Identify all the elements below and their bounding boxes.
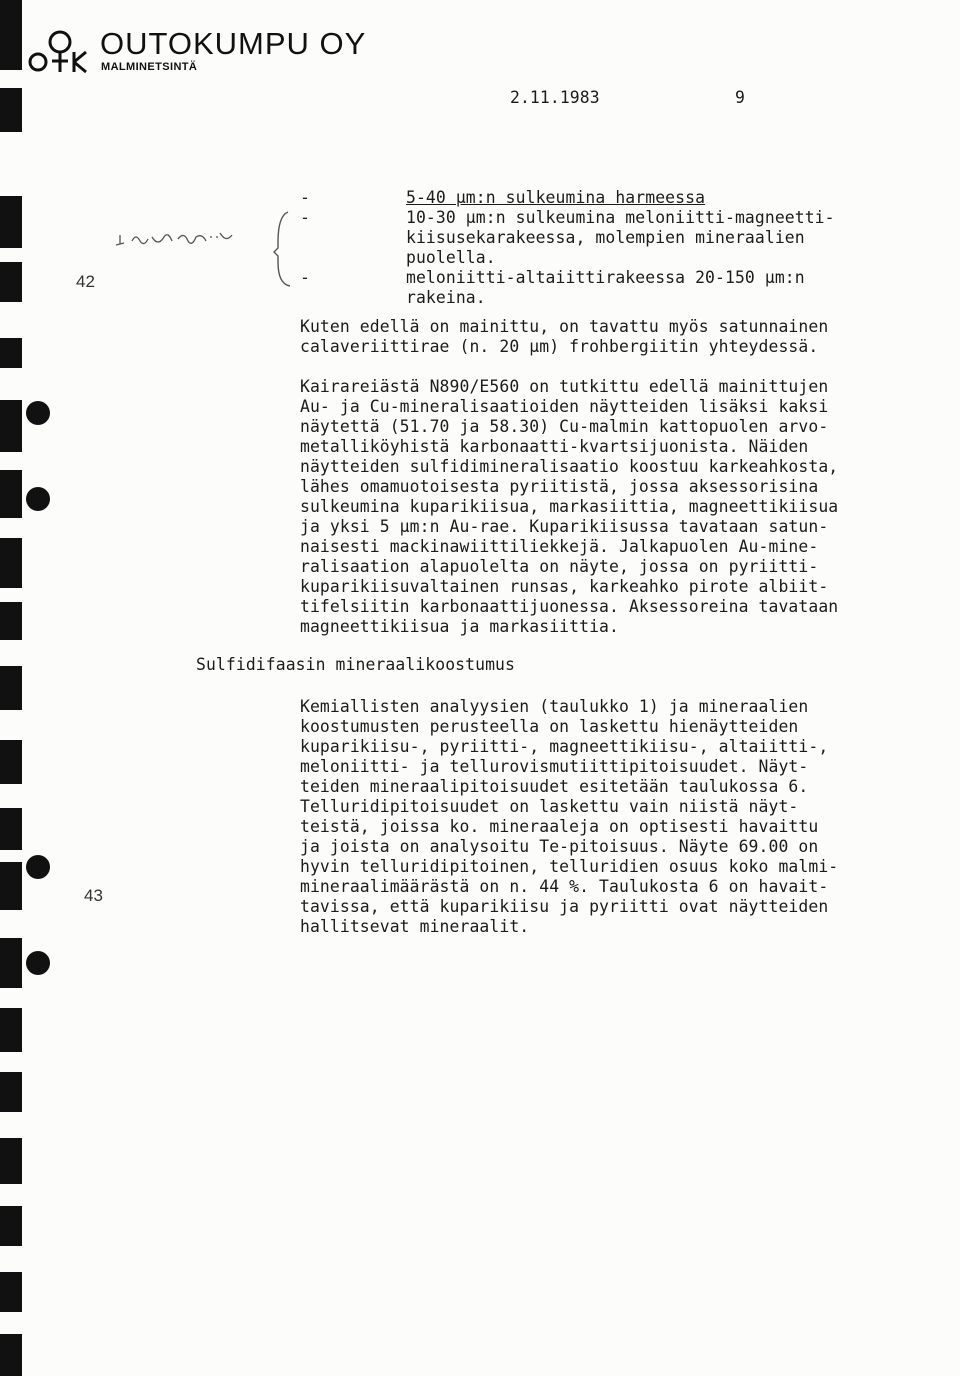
- paragraph-line: koostumusten perusteella on laskettu hienäytteiden: [300, 717, 799, 736]
- paragraph-line: tifelsiitin karbonaattijuonessa. Aksessoreina tavataan: [300, 597, 839, 616]
- list-item-line: rakeina.: [406, 288, 486, 307]
- paragraph-line: mineraalimäärästä on n. 44 %. Taulukosta 6 on havait-: [300, 877, 829, 896]
- binder-strip: [0, 1138, 22, 1184]
- paragraph-line: näytettä (51.70 ja 58.30) Cu-malmin kattopuolen arvo-: [300, 417, 829, 436]
- handwritten-bracket: [264, 210, 294, 288]
- binder-strip: [0, 862, 22, 910]
- binder-strip: [0, 196, 22, 248]
- page-number: 9: [735, 88, 745, 107]
- paragraph-line: Kemiallisten analyysien (taulukko 1) ja mineraalien: [300, 697, 809, 716]
- binder-strip: [0, 938, 22, 988]
- department-name: MALMINETSINTÄ: [101, 61, 198, 73]
- paragraph-line: magneettikiisua ja markasiittia.: [300, 617, 619, 636]
- document-date: 2.11.1983: [510, 88, 600, 107]
- binder-strip: [0, 1272, 22, 1312]
- section-heading: Sulfidifaasin mineraalikoostumus: [196, 655, 515, 674]
- margin-reference: 43: [84, 886, 103, 905]
- paragraph-line: naisesti mackinawiittiliekkejä. Jalkapuolen Au-mine-: [300, 537, 819, 556]
- paragraph-line: teistä, joissa ko. mineraaleja on optisesti havaittu: [300, 817, 819, 836]
- binder-strip: [0, 538, 22, 588]
- paragraph-line: ralisaation alapuolelta on näyte, jossa on pyriitti-: [300, 557, 819, 576]
- binder-strip: [0, 338, 22, 368]
- binder-strip: [0, 88, 22, 132]
- paragraph-line: sulkeumina kuparikiisua, markasiittia, magneettikiisua: [300, 497, 839, 516]
- binder-strip: [0, 1206, 22, 1246]
- punch-hole: [26, 951, 50, 975]
- company-name: OUTOKUMPU OY: [100, 26, 367, 61]
- paragraph-line: hallitsevat mineraalit.: [300, 917, 530, 936]
- outokumpu-logo-icon: [24, 28, 90, 74]
- binder-strip: [0, 808, 22, 850]
- punch-hole: [26, 487, 50, 511]
- list-item-line: meloniitti-altaiittirakeessa 20-150 µm:n: [406, 268, 805, 287]
- punch-hole: [26, 855, 50, 879]
- paragraph-line: Kuten edellä on mainittu, on tavattu myös satunnainen: [300, 317, 829, 336]
- paragraph-line: kuparikiisu-, pyriitti-, magneettikiisu-, altaiitti-,: [300, 737, 829, 756]
- binder-strip: [0, 666, 22, 710]
- binder-strip: [0, 0, 22, 70]
- list-item-line: 10-30 µm:n sulkeumina meloniitti-magneetti-: [406, 208, 835, 227]
- paragraph-line: Telluridipitoisuudet on laskettu vain niistä näyt-: [300, 797, 799, 816]
- binder-strip: [0, 602, 22, 640]
- list-dash: -: [300, 268, 310, 287]
- handwritten-annotation: [112, 223, 272, 253]
- paragraph-line: tavissa, että kuparikiisu ja pyriitti ovat näytteiden: [300, 897, 829, 916]
- binder-edge: [0, 0, 26, 1376]
- paragraph-line: metalliköyhistä karbonaatti-kvartsijuonista. Näiden: [300, 437, 809, 456]
- paragraph-line: teiden mineraalipitoisuudet esitetään taulukossa 6.: [300, 777, 809, 796]
- binder-strip: [0, 1008, 22, 1052]
- margin-reference: 42: [76, 272, 95, 291]
- paragraph-line: calaveriittirae (n. 20 µm) frohbergiitin yhteydessä.: [300, 337, 819, 356]
- binder-strip: [0, 470, 22, 518]
- binder-strip: [0, 400, 22, 452]
- list-item-line: kiisusekarakeessa, molempien mineraalien: [406, 228, 805, 247]
- paragraph-line: näytteiden sulfidimineralisaatio koostuu karkeahkosta,: [300, 457, 839, 476]
- paragraph-line: hyvin telluridipitoinen, telluridien osuus koko malmi-: [300, 857, 839, 876]
- list-item-line: 5-40 µm:n sulkeumina harmeessa: [406, 188, 706, 207]
- list-dash: -: [300, 208, 310, 227]
- paragraph-line: lähes omamuotoisesta pyriitistä, jossa aksessorisina: [300, 477, 819, 496]
- paragraph-line: Au- ja Cu-mineralisaatioiden näytteiden lisäksi kaksi: [300, 397, 829, 416]
- paragraph-line: kuparikiisuvaltainen runsas, karkeahko pirote albiit-: [300, 577, 829, 596]
- paragraph-line: meloniitti- ja tellurovismutiittipitoisuudet. Näyt-: [300, 757, 809, 776]
- binder-strip: [0, 1334, 22, 1376]
- binder-strip: [0, 740, 22, 784]
- binder-strip: [0, 262, 22, 302]
- list-item-line: puolella.: [406, 248, 496, 267]
- punch-hole: [26, 401, 50, 425]
- paragraph-line: ja joista on analysoitu Te-pitoisuus. Näyte 69.00 on: [300, 837, 819, 856]
- binder-strip: [0, 1072, 22, 1112]
- list-dash: -: [300, 188, 310, 207]
- paragraph-line: Kairareiästä N890/E560 on tutkittu edellä mainittujen: [300, 377, 829, 396]
- paragraph-line: ja yksi 5 µm:n Au-rae. Kuparikiisussa tavataan satun-: [300, 517, 829, 536]
